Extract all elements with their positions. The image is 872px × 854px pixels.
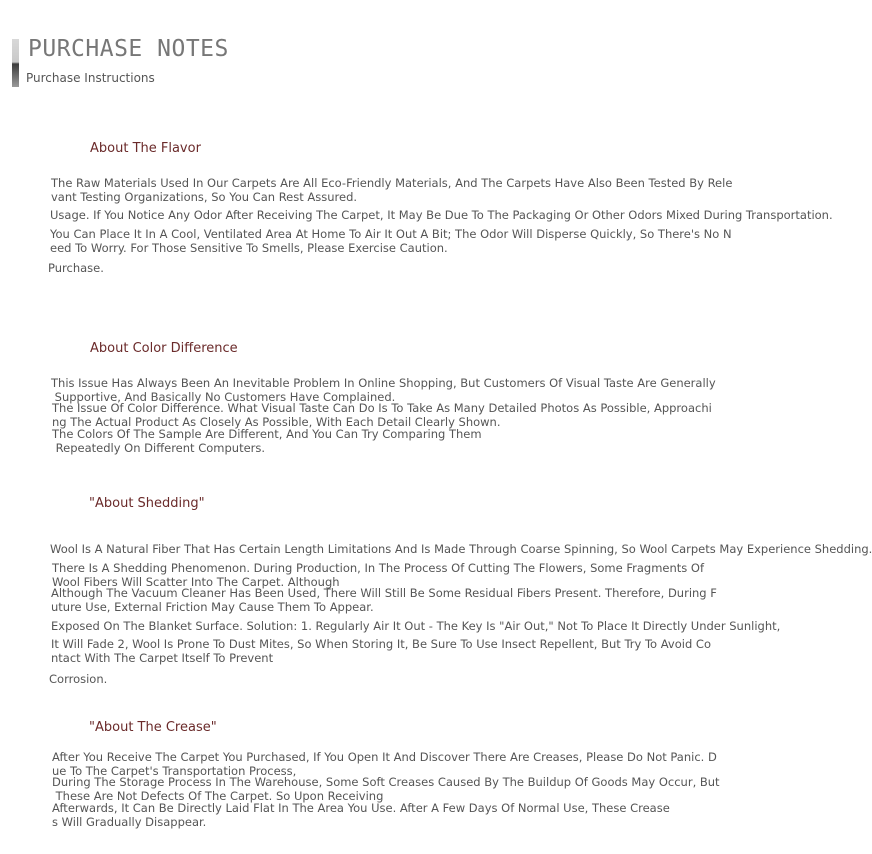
paragraph-line: Purchase. — [48, 261, 104, 275]
paragraph-line: It Will Fade 2, Wool Is Prone To Dust Mites, So When Storing It, Be Sure To Use Insect Repellent, But Try To Avoid Co ntact With The Carpet Itself To Prevent — [51, 637, 711, 665]
paragraph-line: The Raw Materials Used In Our Carpets Are All Eco-Friendly Materials, And The Carpets Have Also Been Tested By Rele vant Testing Organizations, So You Can Rest Assured. — [51, 176, 733, 204]
paragraph-line: Wool Is A Natural Fiber That Has Certain Length Limitations And Is Made Through Coarse Spinning, So Wool Carpets May Experience Shedding. — [50, 542, 872, 556]
paragraph-line: The Colors Of The Sample Are Different, And You Can Try Comparing Them Repeatedly On Different Computers. — [52, 427, 482, 455]
paragraph-line: This Issue Has Always Been An Inevitable Problem In Online Shopping, But Customers Of Visual Taste Are Generally Supportive, And Basically No Customers Have Complained. — [51, 376, 716, 404]
paragraph-line: Exposed On The Blanket Surface. Solution: 1. Regularly Air It Out - The Key Is "Air Out," Not To Place It Directly Under Sunlight, — [51, 619, 781, 633]
paragraph-line: During The Storage Process In The Warehouse, Some Soft Creases Caused By The Buildup Of Goods May Occur, But These Are Not Defects Of The Carpet. So Upon Receiving — [52, 775, 720, 803]
page-subtitle: Purchase Instructions — [26, 71, 155, 85]
paragraph-line: Afterwards, It Can Be Directly Laid Flat In The Area You Use. After A Few Days Of Normal Use, These Crease s Will Gradually Disappear. — [52, 801, 670, 829]
page-title: PURCHASE NOTES — [28, 36, 229, 62]
section-heading-crease: "About The Crease" — [89, 720, 217, 735]
section-heading-flavor: About The Flavor — [90, 141, 201, 156]
paragraph-line: The Issue Of Color Difference. What Visual Taste Can Do Is To Take As Many Detailed Photos As Possible, Approachi ng The Actual Product As Closely As Possible, With Each Detail Clearly Shown. — [52, 401, 712, 429]
paragraph-line: You Can Place It In A Cool, Ventilated Area At Home To Air It Out A Bit; The Odor Will Disperse Quickly, So There's No N eed To Worry. For Those Sensitive To Smells, Please Exercise Caution. — [50, 227, 732, 255]
paragraph-line: Usage. If You Notice Any Odor After Receiving The Carpet, It May Be Due To The Packaging Or Other Odors Mixed During Transportation. — [50, 208, 833, 222]
paragraph-line: There Is A Shedding Phenomenon. During Production, In The Process Of Cutting The Flowers, Some Fragments Of Wool Fibers Will Scatter Into The Carpet. Although — [52, 561, 705, 589]
header-accent-bar — [12, 39, 19, 87]
paragraph-line: After You Receive The Carpet You Purchased, If You Open It And Discover There Are Creases, Please Do Not Panic. D ue To The Carpet's Transportation Process, — [52, 750, 717, 778]
section-heading-color-difference: About Color Difference — [90, 341, 238, 356]
paragraph-line: Corrosion. — [49, 672, 108, 686]
paragraph-line: Although The Vacuum Cleaner Has Been Used, There Will Still Be Some Residual Fibers Present. Therefore, During F uture Use, External Friction May Cause Them To Appear. — [51, 586, 717, 614]
section-heading-shedding: "About Shedding" — [89, 496, 205, 511]
